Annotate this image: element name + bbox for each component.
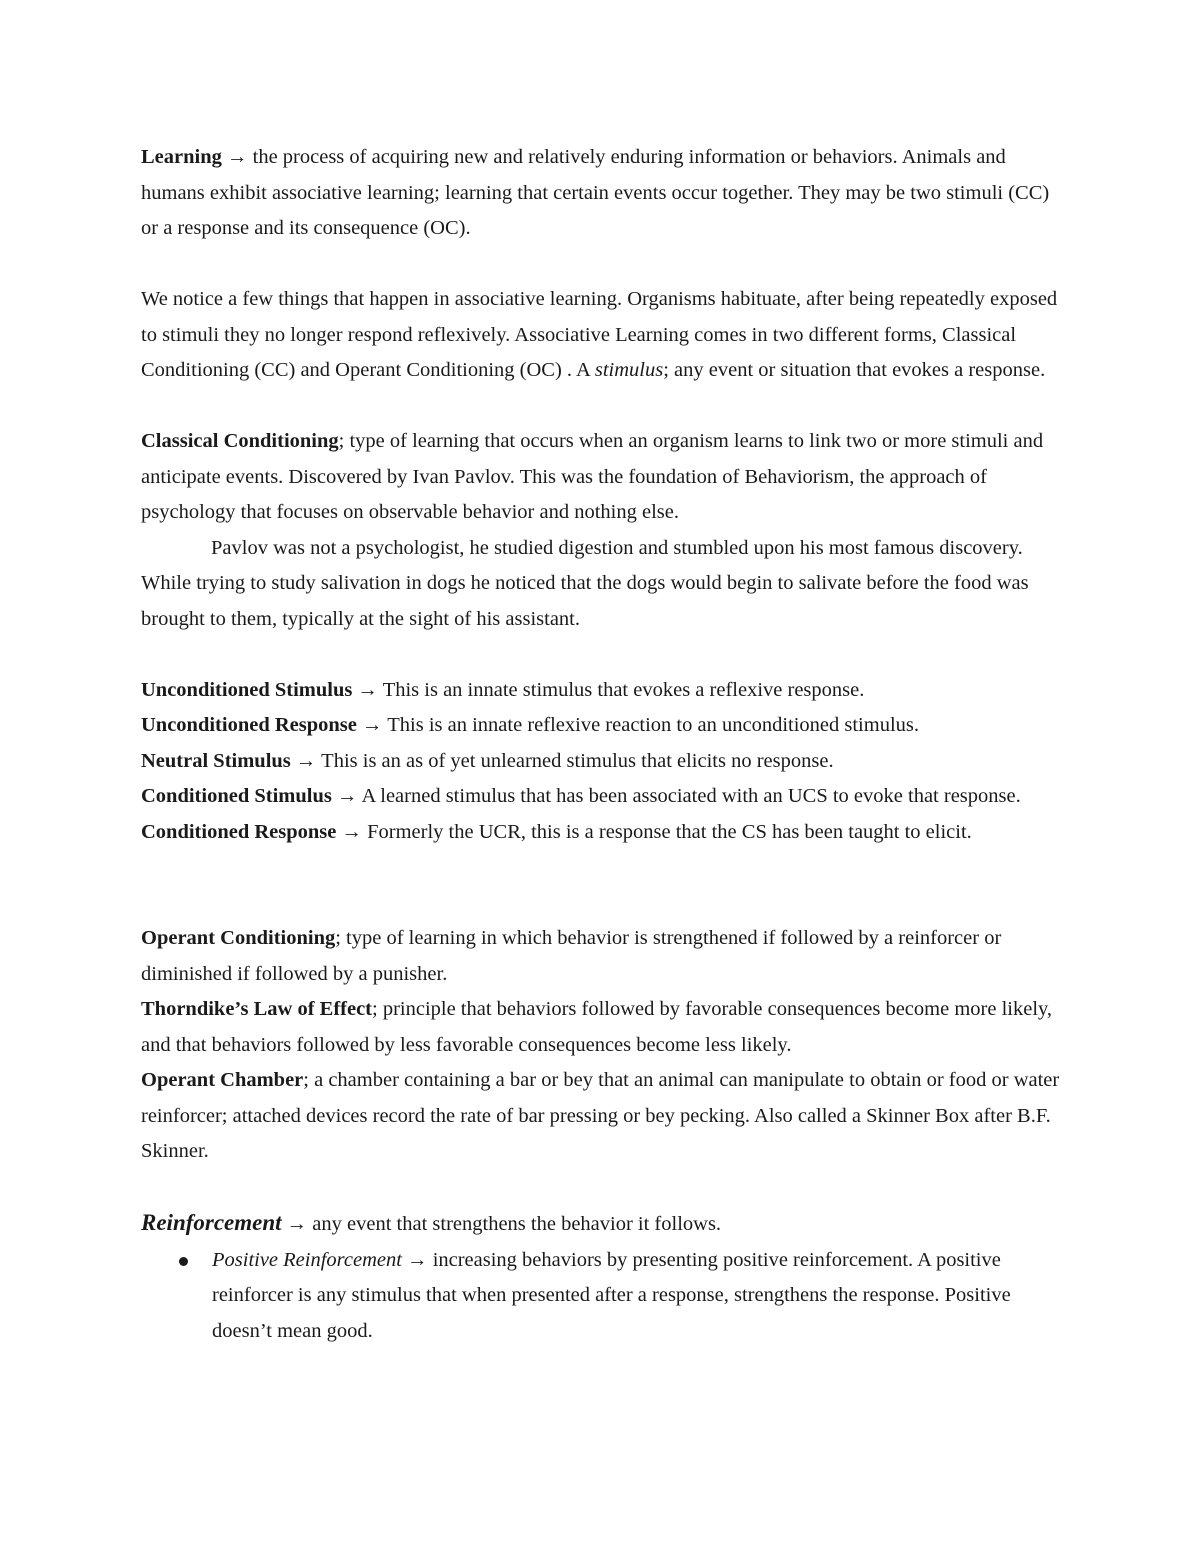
reinforcement-text: any event that strengthens the behavior it follows. — [312, 1213, 722, 1235]
definition-text: A learned stimulus that has been associated with an UCS to evoke that response. — [361, 785, 1021, 807]
operant-term: Operant Conditioning — [141, 927, 336, 949]
reinforcement-arrow: → — [281, 1213, 313, 1235]
positive-reinforcement-term: Positive Reinforcement — [212, 1248, 402, 1271]
list-item — [141, 1243, 1061, 1350]
definition-text: This is an innate reflexive reaction to an unconditioned stimulus. — [387, 714, 919, 736]
reinforcement-list — [141, 1243, 1061, 1350]
definition-arrow: → — [352, 678, 383, 701]
reinforcement-term: Reinforcement — [141, 1210, 282, 1235]
chamber-paragraph — [141, 1063, 1061, 1170]
associative-paragraph — [141, 282, 1061, 389]
definition-line — [141, 673, 1061, 709]
document-body — [141, 140, 1061, 1349]
classical-term: Classical Conditioning — [141, 430, 339, 452]
learning-paragraph — [141, 140, 1061, 247]
definition-line — [141, 779, 1061, 815]
thorndike-paragraph — [141, 992, 1061, 1063]
reinforcement-paragraph — [141, 1205, 1061, 1243]
classical-paragraph — [141, 424, 1061, 531]
learning-text: the process of acquiring new and relatively enduring information or behaviors. Animals and humans exhibit associative learning; learning that certain events occur together. They may be two stimuli (CC) or a response and its consequence (OC). — [141, 146, 1050, 239]
definition-text: This is an as of yet unlearned stimulus that elicits no response. — [321, 749, 834, 772]
definition-term: Neutral Stimulus — [141, 749, 291, 772]
definition-text: This is an innate stimulus that evokes a reflexive response. — [382, 678, 865, 701]
definition-term: Unconditioned Response — [141, 714, 357, 736]
definition-term: Conditioned Response — [141, 820, 337, 843]
learning-arrow: → — [227, 146, 248, 168]
positive-reinforcement-text: increasing behaviors by presenting positive reinforcement. A positive reinforcer is any stimulus that when presented after a response, strengthens the response. Positive doesn’t mean good. — [212, 1248, 1011, 1342]
bullet-icon — [179, 1257, 188, 1266]
learning-term: Learning — [141, 146, 222, 168]
thorndike-text: ; principle that behaviors followed by favorable consequences become more likely, and that behaviors followed by less favorable consequences become less likely. — [141, 998, 1053, 1056]
associative-text-before: We notice a few things that happen in associative learning. Organisms habituate, after being repeatedly exposed to stimuli they no longer respond reflexively. Associative Learning comes in two different forms, Classical Conditioning (CC) and Operant Conditioning (OC) . A — [141, 288, 1058, 381]
operant-text: ; type of learning in which behavior is strengthened if followed by a reinforcer or diminished if followed by a punisher. — [141, 927, 1002, 985]
chamber-term: Operant Chamber — [141, 1069, 304, 1091]
definition-line — [141, 708, 1061, 744]
stimulus-term: stimulus — [594, 359, 664, 381]
chamber-text: ; a chamber containing a bar or bey that an animal can manipulate to obtain or food or water reinforcer; attached devices record the rate of bar pressing or bey pecking. Also called a Skinner Box after B.F. Skinner. — [141, 1069, 1060, 1162]
definition-text: Formerly the UCR, this is a response that the CS has been taught to elicit. — [367, 820, 972, 843]
positive-reinforcement-arrow: → — [401, 1248, 433, 1271]
definition-arrow: → — [336, 820, 368, 843]
definition-line — [141, 744, 1061, 780]
definition-term: Unconditioned Stimulus — [141, 678, 353, 701]
definition-arrow: → — [356, 714, 388, 736]
associative-text-after: ; any event or situation that evokes a response. — [663, 359, 1046, 381]
definition-term: Conditioned Stimulus — [141, 785, 332, 807]
definition-arrow: → — [331, 785, 362, 807]
pavlov-paragraph: Pavlov was not a psychologist, he studied digestion and stumbled upon his most famous discovery. While trying to study salivation in dogs he noticed that the dogs would begin to salivate before the food was brought to them, typically at the sight of his assistant. — [141, 536, 1029, 630]
thorndike-term: Thorndike’s Law of Effect — [141, 998, 372, 1020]
definition-arrow: → — [290, 749, 322, 772]
operant-paragraph — [141, 921, 1061, 992]
definition-line — [141, 815, 1061, 851]
classical-text: ; type of learning that occurs when an organism learns to link two or more stimuli and anticipate events. Discovered by Ivan Pavlov. This was the foundation of Behaviorism, the approach of psychology that focuses on observable behavior and nothing else. — [141, 430, 1044, 523]
